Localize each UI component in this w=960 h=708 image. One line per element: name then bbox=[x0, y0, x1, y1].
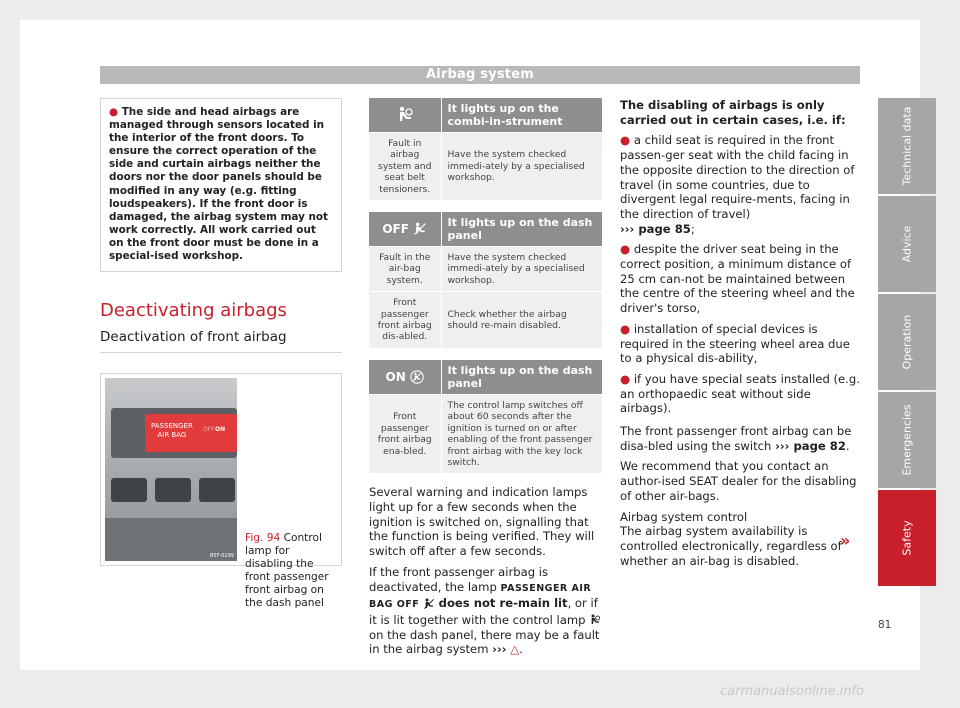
paragraph: Several warning and indication lamps light up for a few seconds when the ignition is switched on, signalling that the function is being verified. They will switch off after a few seconds. bbox=[369, 485, 595, 559]
column-left bbox=[100, 98, 342, 610]
table-action: Check whether the airbag should re-main disabled. bbox=[441, 292, 602, 348]
dash-panel-photo bbox=[105, 378, 237, 561]
page-reference-link[interactable]: ››› page 82 bbox=[775, 438, 846, 453]
airbag-person-icon bbox=[423, 598, 435, 610]
page-number: 81 bbox=[878, 619, 892, 631]
tab-operation[interactable]: Operation bbox=[878, 294, 936, 390]
photo-off-label: OFF bbox=[203, 426, 215, 434]
switch-1 bbox=[111, 478, 147, 502]
paragraph: We recommend that you contact an author-ised SEAT dealer for the disabling of other air-bags. bbox=[620, 459, 857, 503]
intro-text: The disabling of airbags is only carried out in certain cases, i.e. if: bbox=[620, 98, 846, 127]
photo-label: PASSENGER AIR BAG bbox=[151, 422, 193, 439]
table-action: The control lamp switches off about 60 seconds after the ignition is turned on or after enabling of the front passenger front airbag with the key lock switch. bbox=[441, 394, 602, 473]
table-action: Have the system checked immedi-ately by a specialised workshop. bbox=[441, 247, 602, 292]
list-item: ● despite the driver seat being in the correct position, a minimum distance of 25 cm can-not be maintained between the centre of the steering wheel and the driver's torso, bbox=[620, 242, 855, 316]
column-right bbox=[620, 98, 860, 574]
off-airbag-icon: OFF bbox=[382, 222, 427, 236]
paragraph: The airbag system availability is controlled electronically, regardless of whether an air-bag is disabled. bbox=[620, 524, 842, 568]
switch-row bbox=[111, 478, 237, 504]
table-row bbox=[369, 247, 602, 292]
airbag-person-icon bbox=[396, 106, 414, 124]
warning-box bbox=[100, 98, 342, 272]
warning-text: The side and head airbags are managed through sensors located in the interior of the front doors. To ensure the correct operation of the side and curtain airbags neither the doors nor the door panels should be modified in any way (e.g. fitting loudspeakers). If the front door is damaged, the airbag system may not work correctly. All work carried out on the front door must be done in a special-ised workshop. bbox=[109, 106, 329, 263]
table-action: Have the system checked immedi-ately by a specialised workshop. bbox=[441, 133, 602, 201]
table-header: It lights up on the combi-in-strument bbox=[441, 98, 602, 133]
tab-technical-data[interactable]: Technical data bbox=[878, 98, 936, 194]
list-item: ● if you have special seats installed (e.g. an orthopaedic seat without side airbags). bbox=[620, 371, 860, 416]
airbag-person-icon bbox=[589, 614, 601, 626]
table-cause: Fault in airbag system and seat belt tensioners. bbox=[369, 133, 441, 201]
table-cause: Fault in the air-bag system. bbox=[369, 247, 441, 292]
lamp-table-2 bbox=[369, 212, 602, 348]
caption-label: Fig. 94 bbox=[245, 532, 281, 545]
watermark: carmanualsonline.info bbox=[720, 684, 865, 699]
table-header: It lights up on the dash panel bbox=[441, 360, 602, 395]
on-airbag-icon: ON bbox=[386, 370, 424, 384]
middle-body-text bbox=[369, 485, 602, 657]
list-item: ● installation of special devices is required in the steering wheel area due to a physical dis-ability, bbox=[620, 321, 850, 366]
section-title: Deactivating airbags bbox=[100, 300, 287, 322]
table-cause: Front passenger front airbag dis-abled. bbox=[369, 292, 441, 348]
table-icon-cell bbox=[369, 212, 441, 247]
switch-2 bbox=[155, 478, 191, 502]
paragraph: If the front passenger airbag is deactivated, the lamp PASSENGER AIR BAG OFF does not re-main lit, or if it is lit together with the control lamp on the dash panel, there may be a fault in the airbag system ››› △. bbox=[369, 564, 600, 657]
list-item: ● a child seat is required in the front passen-ger seat with the child facing in the opposite direction to the direction of travel (in some countries, due to divergent legal require-ments, facing in the direction of travel) ››› page 85; bbox=[620, 133, 855, 236]
right-body-text bbox=[620, 98, 860, 568]
tab-safety[interactable]: Safety bbox=[878, 490, 936, 586]
table-icon-cell bbox=[369, 360, 441, 395]
lamp-table-1 bbox=[369, 98, 602, 200]
page-reference-link[interactable]: ››› page 85 bbox=[620, 221, 691, 236]
paragraph bbox=[620, 510, 860, 525]
photo-on-label: ON bbox=[215, 426, 226, 434]
continue-mark: » bbox=[840, 531, 851, 550]
table-row bbox=[369, 133, 602, 201]
warning-triangle-icon: △ bbox=[510, 642, 520, 657]
table-row bbox=[369, 394, 602, 473]
passenger-airbag-off-lamp: PASSENGER AIR BAG OFF bbox=[369, 582, 592, 611]
switch-3 bbox=[199, 478, 235, 502]
table-row bbox=[369, 292, 602, 348]
bullet-icon: ● bbox=[620, 133, 631, 148]
subsection-title: Deactivation of front airbag bbox=[100, 329, 342, 353]
tab-emergencies[interactable]: Emergencies bbox=[878, 392, 936, 488]
bullet-icon: ● bbox=[620, 242, 631, 257]
column-middle bbox=[369, 98, 602, 663]
bullet-icon: ● bbox=[109, 106, 119, 118]
table-header: It lights up on the dash panel bbox=[441, 212, 602, 247]
bullet-icon: ● bbox=[620, 321, 631, 336]
running-header: Airbag system bbox=[100, 66, 860, 84]
photo-code: B5F-0299 bbox=[209, 553, 234, 560]
figure-94 bbox=[100, 373, 342, 610]
tab-advice[interactable]: Advice bbox=[878, 196, 936, 292]
reference-link[interactable]: ››› bbox=[492, 642, 507, 657]
subheading: Airbag system control bbox=[620, 509, 748, 524]
passenger-airbag-lamp bbox=[145, 414, 237, 452]
table-cause: Front passenger front airbag ena-bled. bbox=[369, 394, 441, 473]
caption-text: Control lamp for disabling the front passenger front airbag on the dash panel bbox=[245, 532, 329, 610]
figure-caption bbox=[245, 532, 339, 610]
paragraph: The front passenger front airbag can be disa-bled using the switch ››› page 82. bbox=[620, 424, 852, 453]
lamp-table-3 bbox=[369, 360, 602, 473]
bullet-icon: ● bbox=[620, 371, 631, 386]
table-icon-cell bbox=[369, 98, 441, 133]
